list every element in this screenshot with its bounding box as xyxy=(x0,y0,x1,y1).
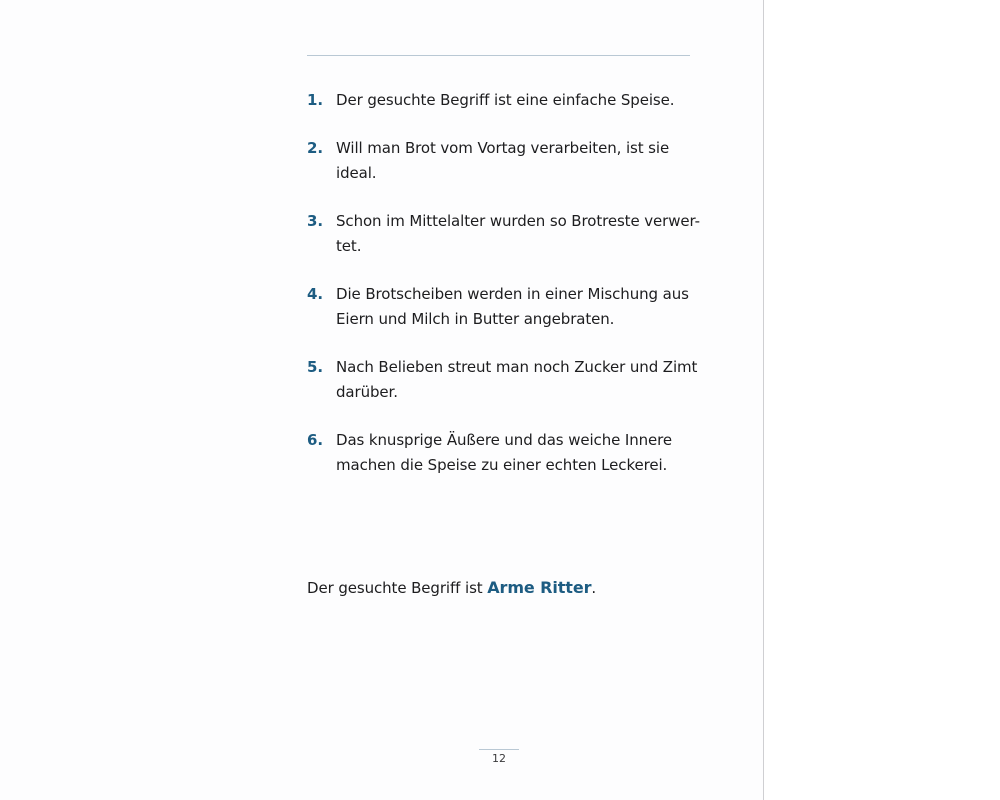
clue-text: Der gesuchte Begriff ist eine einfache Speise. xyxy=(336,91,675,109)
page-number: 12 xyxy=(492,752,506,765)
answer-sentence xyxy=(307,575,596,601)
clue-number: 1. xyxy=(307,91,323,109)
clue-text: Das knusprige Äußere und das weiche Innere machen die Speise zu einer echten Leckerei. xyxy=(336,431,673,474)
clue-item xyxy=(307,355,707,405)
clue-number: 6. xyxy=(307,431,323,449)
answer-suffix: . xyxy=(591,579,597,597)
clue-text: Will man Brot vom Vortag verarbeiten, ist sie ideal. xyxy=(336,139,670,182)
clue-text: Die Brotscheiben werden in einer Mischung aus Eiern und Milch in Butter angebraten. xyxy=(336,285,689,328)
clue-item xyxy=(307,428,707,478)
clue-item xyxy=(307,88,707,113)
answer-term: Arme Ritter xyxy=(487,578,592,597)
viewer-backdrop xyxy=(765,0,1000,800)
clue-item xyxy=(307,282,707,332)
footer-divider xyxy=(479,749,519,750)
top-divider xyxy=(307,55,690,56)
clue-number: 2. xyxy=(307,139,323,157)
clue-item xyxy=(307,209,707,259)
clue-text: Nach Belieben streut man noch Zucker und Zimt darüber. xyxy=(336,358,698,401)
clue-number: 3. xyxy=(307,212,323,230)
clue-number: 4. xyxy=(307,285,323,303)
clue-list xyxy=(307,88,707,478)
answer-prefix: Der gesuchte Begriff ist xyxy=(307,579,488,597)
clue-number: 5. xyxy=(307,358,323,376)
clue-text: Schon im Mittelalter wurden so Brotreste verwer- tet. xyxy=(336,212,700,255)
clue-item xyxy=(307,136,707,186)
